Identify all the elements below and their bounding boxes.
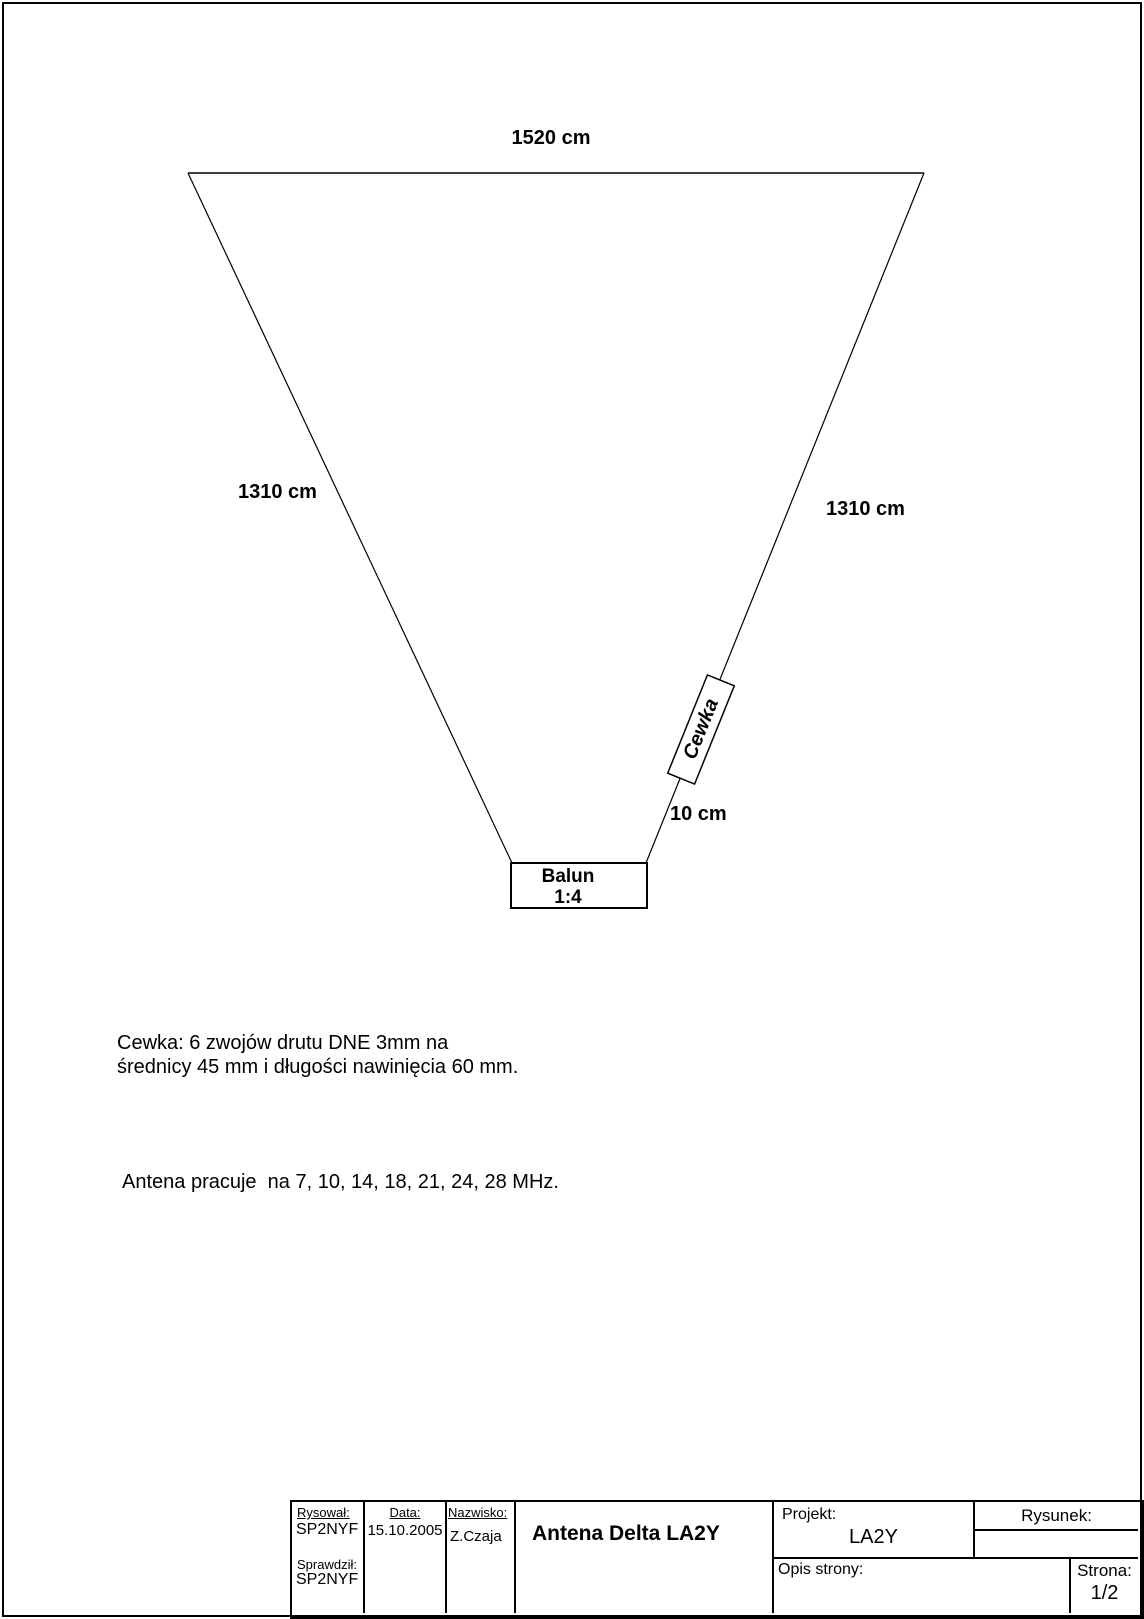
page-description-label: Opis strony: [778,1561,864,1578]
dimension-right: 1310 cm [826,498,905,520]
tb-separator [973,1529,1138,1531]
dimension-top: 1520 cm [511,127,591,149]
coil-label: Cewka [678,695,724,763]
drawing-title: Antena Delta LA2Y [532,1522,720,1545]
balun-label [511,864,625,908]
title-block [290,1500,1144,1619]
balun-ratio: 1:4 [554,887,582,908]
bands-note: Antena pracuje na 7, 10, 14, 18, 21, 24, 28 MHz. [122,1171,559,1193]
dimension-coil-offset: 10 cm [670,803,727,825]
tb-separator [445,1502,447,1613]
tb-separator [514,1502,516,1613]
checked-by-label: Sprawdził: [297,1557,357,1572]
dimension-left: 1310 cm [238,481,317,503]
coil-note-line2: średnicy 45 mm i długości nawinięcia 60 mm. [117,1056,519,1078]
project-value: LA2Y [849,1526,898,1548]
surname-value: Z.Czaja [450,1528,502,1545]
figure-label: Rysunek: [1021,1506,1092,1525]
date-value: 15.10.2005 [367,1522,443,1539]
drawn-by-label: Rysował: [297,1505,350,1520]
project-label: Projekt: [782,1506,837,1523]
antenna-wire-left [188,173,512,863]
coil-note-line1: Cewka: 6 zwojów drutu DNE 3mm na [117,1032,449,1054]
checked-by-value: SP2NYF [296,1571,359,1588]
page-number-label: Strona: [1077,1561,1132,1580]
tb-separator [772,1557,1138,1559]
surname-label: Nazwisko: [448,1505,508,1520]
balun-name: Balun [541,866,595,887]
page-number-value: 1/2 [1090,1582,1119,1604]
drawn-by-value: SP2NYF [296,1521,359,1538]
date-label: Data: [389,1505,421,1520]
